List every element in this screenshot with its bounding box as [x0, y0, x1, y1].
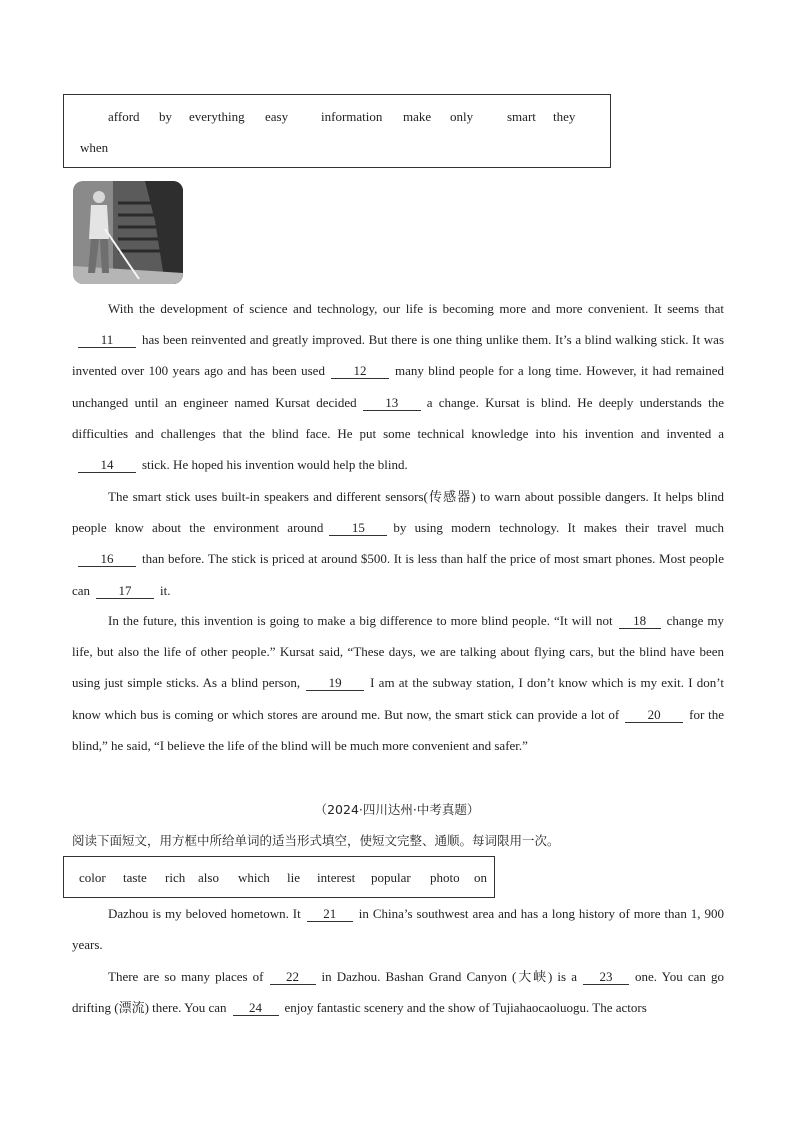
word-box-item: rich	[165, 870, 186, 885]
blank-22[interactable]: 22	[270, 970, 316, 985]
passage-text: than before. The stick is priced at around $500. It is less than half the price of most smart phones. Most people can	[72, 551, 724, 598]
passage-text: it.	[160, 582, 171, 598]
blank-23[interactable]: 23	[583, 970, 629, 985]
passage-text: has been reinvented and greatly improved. But there is one thing unlike them. It’s a blind walking stick. It was invented over 100 years ago and has been used	[72, 332, 724, 379]
blank-15[interactable]: 15	[329, 521, 387, 536]
word-box-item: make	[403, 109, 432, 124]
blank-19[interactable]: 19	[306, 676, 364, 691]
word-box-item: afford	[108, 109, 140, 124]
blank-20[interactable]: 20	[625, 708, 683, 723]
blank-18[interactable]: 18	[619, 614, 661, 629]
passage-text: change my life, but also the life of other people.” Kursat said, “These days, we are talking about flying cars, but the blind have been using just simple sticks. As a blind person,	[72, 613, 725, 691]
word-box-item: smart	[507, 109, 536, 124]
instruction-text: 阅读下面短文，用方框中所给单词的适当形式填空，使短文完整、通顺。每词限用一次。	[72, 833, 560, 848]
passage-text: by using modern technology. It makes their travel much	[393, 520, 724, 536]
blank-16[interactable]: 16	[78, 552, 136, 567]
passage1-paragraph-3	[72, 605, 724, 761]
word-box-item: only	[450, 109, 474, 124]
blank-17[interactable]: 17	[96, 584, 154, 599]
word-box-item: lie	[287, 870, 300, 885]
passage-text: With the development of science and technology, our life is becoming more and more convenient. It seems that	[108, 301, 724, 316]
passage-text: stick. He hoped his invention would help the blind.	[142, 457, 408, 473]
word-box-item: popular	[371, 870, 411, 885]
blank-12[interactable]: 12	[331, 364, 389, 379]
word-box-2	[63, 856, 495, 898]
word-box-item: easy	[265, 109, 289, 124]
passage-text: enjoy fantastic scenery and the show of Tujiahaocaoluogu. The actors	[284, 1000, 647, 1016]
word-box-1	[63, 94, 611, 168]
word-box-item: by	[159, 109, 172, 124]
passage-text: in Dazhou. Bashan Grand Canyon (大峡) is a	[321, 969, 577, 984]
blank-11[interactable]: 11	[78, 333, 136, 348]
word-box-item: color	[79, 870, 106, 885]
passage-text: Dazhou is my beloved hometown. It	[108, 906, 301, 921]
passage1-paragraph-1	[72, 293, 724, 480]
blank-24[interactable]: 24	[233, 1001, 279, 1016]
blank-13[interactable]: 13	[363, 396, 421, 411]
blank-14[interactable]: 14	[78, 458, 136, 473]
word-box-item: when	[80, 140, 109, 155]
word-box-item: photo	[430, 870, 460, 885]
word-box-item: interest	[317, 870, 356, 885]
word-box-item: on	[474, 870, 487, 885]
passage-text: for the blind,” he said, “I believe the life of the blind will be much more convenient and safer.”	[72, 706, 724, 753]
word-box-item: taste	[123, 870, 147, 885]
blind-man-walking-photo	[73, 181, 183, 284]
question-source: （2024·四川达州·中考真题）	[314, 802, 480, 817]
passage-text: I am at the subway station, I don’t know which is my exit. I don’t know which bus is coming or which stores are around me. But now, the smart stick can provide a lot of	[72, 675, 724, 722]
passage1-paragraph-2	[72, 481, 724, 606]
passage-text: one. You can go drifting (漂流) there. You can	[72, 969, 724, 1016]
passage2-paragraph-1	[72, 898, 724, 960]
word-box-item: they	[553, 109, 576, 124]
passage-text: There are so many places of	[108, 969, 264, 984]
word-box-item: also	[198, 870, 219, 885]
passage-text: a change. Kursat is blind. He deeply understands the difficulties and challenges that the blind face. He put some technical knowledge into his invention and invented a	[72, 394, 724, 441]
blank-21[interactable]: 21	[307, 907, 353, 922]
passage2-paragraph-2	[72, 961, 724, 1023]
word-box-item: which	[238, 870, 270, 885]
passage-text: many blind people for a long time. However, it had remained unchanged until an engineer named Kursat decided	[72, 363, 724, 410]
passage-text: The smart stick uses built-in speakers and different sensors(传感器) to warn about possible dangers. It helps blind people know about the environment around	[72, 489, 724, 536]
passage-text: In the future, this invention is going to make a big difference to more blind people. “It will not	[108, 613, 613, 628]
passage-text: in China’s southwest area and has a long history of more than 1, 900 years.	[72, 906, 724, 953]
word-box-item: everything	[189, 109, 245, 124]
word-box-item: information	[321, 109, 383, 124]
